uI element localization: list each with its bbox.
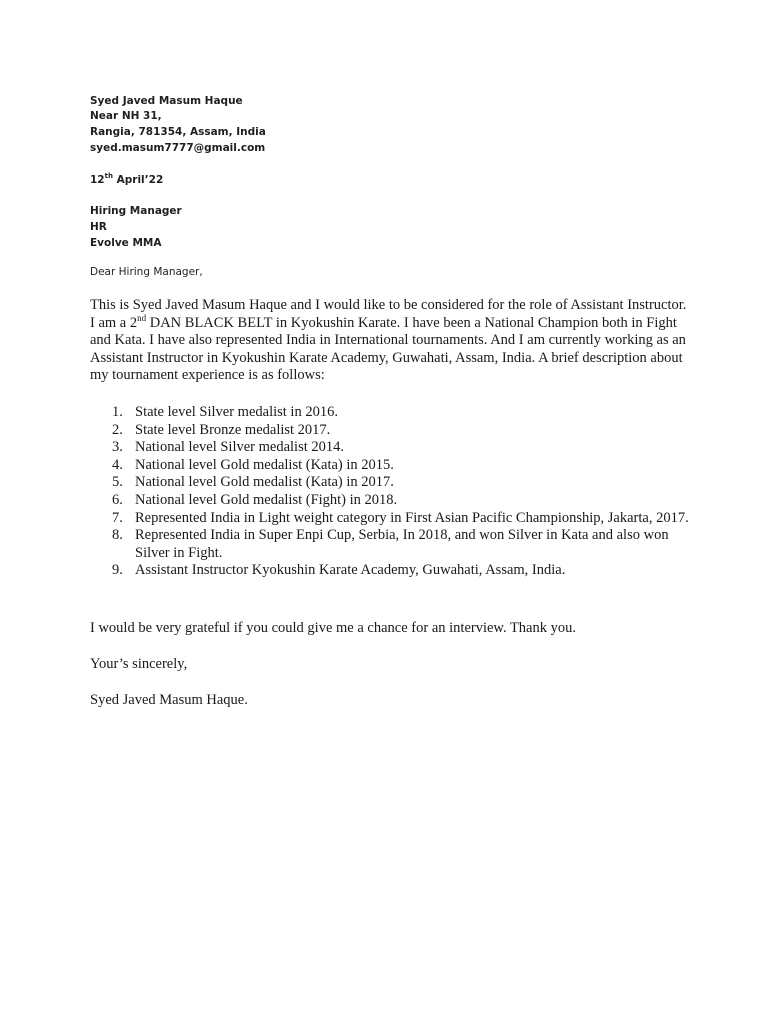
- recipient-department: HR: [90, 221, 107, 233]
- list-text: State level Bronze medalist 2017.: [135, 421, 331, 438]
- sender-address-line1: Near NH 31,: [90, 110, 162, 122]
- list-text: National level Silver medalist 2014.: [135, 439, 344, 456]
- intro-part2: DAN BLACK BELT in Kyokushin Karate. I have been a National Champion both in Fight and Kata. I have also represented India in International tournaments. And I am currently working as an Assistant Instructor in Kyokushin Karate Academy, Guwahati, Assam, India. A brief description about my tournament experience is as follows:: [90, 314, 686, 384]
- list-text: State level Silver medalist in 2016.: [135, 404, 338, 420]
- list-number: 6.: [112, 491, 123, 508]
- date-suffix: th: [104, 172, 113, 180]
- intro-superscript: nd: [137, 312, 147, 323]
- list-item: [90, 422, 690, 440]
- list-item: [90, 527, 690, 562]
- list-number: 7.: [112, 509, 123, 526]
- intro-part1: This is Syed Javed Masum Haque and I would like to be considered for the role of Assistant Instructor. I am a 2: [90, 297, 687, 331]
- list-number: 1.: [112, 404, 123, 420]
- letter-date: [90, 173, 163, 188]
- list-item: [90, 457, 690, 475]
- list-number: 3.: [112, 439, 123, 456]
- signature-name: Syed Javed Masum Haque.: [90, 692, 248, 708]
- list-number: 2.: [112, 421, 123, 438]
- list-text: Assistant Instructor Kyokushin Karate Academy, Guwahati, Assam, India.: [135, 562, 566, 579]
- list-item: [90, 492, 690, 510]
- closing-paragraph: I would be very grateful if you could give me a chance for an interview. Thank you.: [90, 620, 576, 636]
- list-text: Represented India in Super Enpi Cup, Serbia, In 2018, and won Silver in Kata and also won Silver in Fight.: [135, 527, 669, 561]
- recipient-title: Hiring Manager: [90, 205, 182, 217]
- list-text: National level Gold medalist (Fight) in 2018.: [135, 491, 398, 508]
- sender-address-line2: Rangia, 781354, Assam, India: [90, 126, 266, 138]
- achievements-list: [90, 404, 690, 580]
- date-month-year: April’22: [112, 174, 164, 186]
- signoff: Your’s sincerely,: [90, 656, 188, 672]
- list-item: [90, 562, 690, 580]
- list-number: 5.: [112, 474, 123, 491]
- list-text: National level Gold medalist (Kata) in 2015.: [135, 456, 394, 473]
- list-item: [90, 439, 690, 457]
- recipient-company: Evolve MMA: [90, 237, 162, 249]
- list-number: 8.: [112, 527, 123, 544]
- list-item: [90, 404, 690, 422]
- date-day: 12: [90, 174, 105, 186]
- list-text: National level Gold medalist (Kata) in 2017.: [135, 474, 394, 491]
- list-number: 4.: [112, 456, 123, 473]
- list-text: Represented India in Light weight category in First Asian Pacific Championship, Jakarta, 2017.: [135, 509, 689, 526]
- intro-paragraph: [90, 297, 690, 385]
- sender-name: Syed Javed Masum Haque: [90, 95, 243, 107]
- sender-email: syed.masum7777@gmail.com: [90, 142, 266, 154]
- list-number: 9.: [112, 562, 123, 579]
- list-item: [90, 474, 690, 492]
- salutation: Dear Hiring Manager,: [90, 266, 203, 278]
- list-item: [90, 510, 690, 528]
